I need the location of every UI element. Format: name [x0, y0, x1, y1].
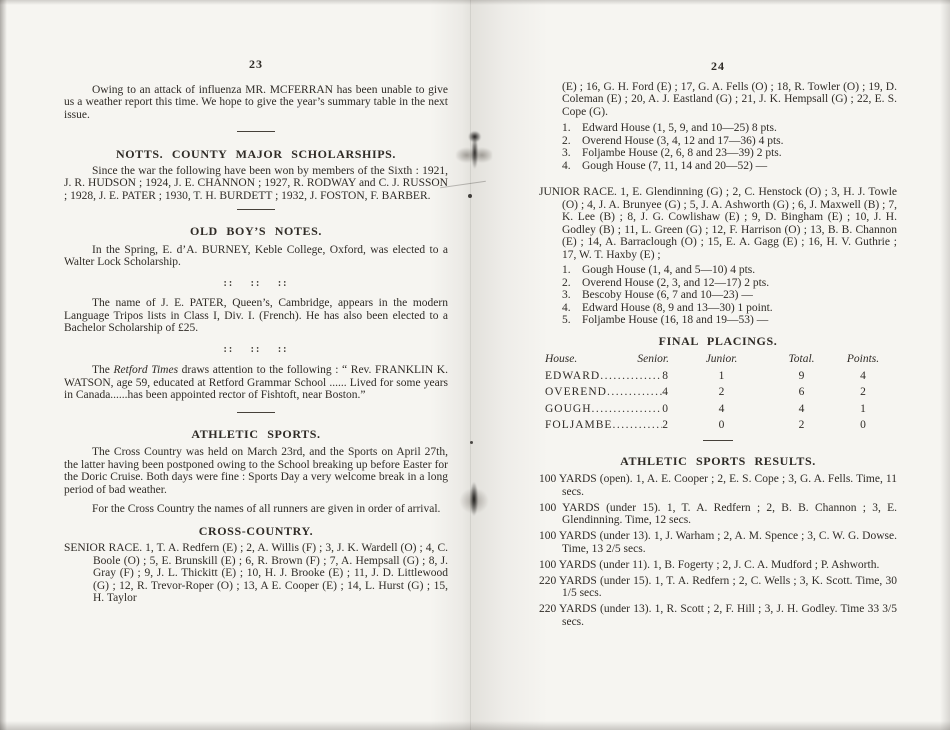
colon-separator: :: :: ::: [223, 277, 289, 289]
points-score: 1: [860, 402, 866, 415]
item-text: Foljambe House (2, 6, 8 and 23—39) 2 pts.: [582, 147, 782, 159]
paragraph-cross-country-2: For the Cross Country the names of all runners are given in order of arrival.: [92, 503, 441, 515]
colon-separator: :: :: ::: [223, 343, 289, 355]
heading-final-placings: FINAL PLACINGS.: [658, 333, 778, 348]
paragraph-cross-country-1: The Cross Country was held on March 23rd, and the Sports on April 27th, the latter having been postponed owing to the School breaking up before Easter for the Doric Cruise. Both days were fine : Sports Day a very welcome break in a long period of bad weather.: [64, 446, 448, 496]
ink-blot-top: [456, 130, 492, 172]
senior-score: 8: [662, 369, 669, 382]
retford-pre: The: [92, 364, 114, 376]
table-row: [539, 384, 897, 401]
senior-race-results: SENIOR RACE. 1, T. A. Redfern (E) ; 2, A. Willis (F) ; 3, J. K. Wardell (O) ; 4, C. Boole (O) ; 5, E. Brunskill (E) ; 6, R. Brown (F) ; 7, A. Hempsall (G) ; 8, J. Gray (F) ; 9, J. L. Thickitt (E) ; 10, H. J. Brooke (E) ; 11, J. D. Littlewood (G) ; 12, R. Trevor-Roper (O) ; 13, A E. Cooper (E) ; 14, L. Hurst (G) ; 15, H. Taylor: [64, 542, 448, 604]
points-score: 0: [860, 419, 866, 431]
dot-leader: [592, 401, 663, 418]
col-header-total: Total.: [788, 353, 815, 365]
page-24: [539, 56, 897, 632]
dot-leader: [607, 384, 662, 401]
senior-score: 2: [662, 419, 669, 431]
list-item: [562, 314, 897, 327]
heading-athletic-sports-results: ATHLETIC SPORTS RESULTS.: [620, 453, 816, 468]
section-rule: [237, 209, 275, 210]
list-item: [562, 147, 897, 160]
col-header-junior: Junior.: [705, 353, 738, 365]
total-score: 6: [798, 386, 805, 398]
senior-race-continuation: (E) ; 16, G. H. Ford (E) ; 17, G. A. Fells (O) ; 18, R. Towler (O) ; 19, D. Coleman (E) ; 20, A. J. Eastland (G) ; 21, J. K. Hempsall (G) ; 22, E. S. Cope (G).: [562, 80, 897, 118]
paragraph-pater: The name of J. E. PATER, Queen’s, Cambridge, appears in the modern Language Tripos lists in Class I, Div. I. (French). He has also been elected to a Bachelor Scholarship of £25.: [64, 297, 448, 334]
junior-score: 1: [718, 369, 725, 382]
list-item: [562, 289, 897, 302]
result-entry: 100 YARDS (under 13). 1, J. Warham ; 2, A. M. Spence ; 3, C. W. G. Dowse. Time, 13 2/5 secs.: [539, 530, 897, 555]
item-number: 4.: [562, 159, 571, 172]
paragraph-burney: In the Spring, E. d’A. BURNEY, Keble College, Oxford, was elected to a Walter Lock Scholarship.: [64, 243, 448, 268]
points-score: 2: [860, 386, 866, 398]
paragraph-scholarships: Since the war the following have been won by members of the Sixth : 1921, J. R. HUDSON ; 1924, J. E. CHANNON ; 1927, R. RODWAY and C. J. RUSSON ; 1928, J. E. PATER ; 1930, T. H. BURDETT ; 1932, J. FOSTON, F. BARBER.: [64, 164, 448, 202]
ink-speck-lower: [470, 441, 473, 444]
item-number: 2.: [562, 276, 571, 289]
result-entry: 100 YARDS (under 11). 1, B. Fogerty ; 2, J. C. A. Mudford ; P. Ashworth.: [539, 558, 880, 571]
item-number: 1.: [562, 122, 571, 134]
item-text: Overend House (3, 4, 12 and 17—36) 4 pts.: [582, 134, 784, 147]
total-score: 9: [798, 369, 805, 382]
item-number: 1.: [562, 264, 571, 276]
item-text: Gough House (7, 11, 14 and 20—52) —: [582, 159, 768, 172]
junior-score: 0: [718, 419, 725, 431]
section-rule: [703, 440, 733, 441]
heading-old-boys-notes: OLD BOY’S NOTES.: [190, 224, 322, 238]
item-number: 2.: [562, 134, 571, 147]
paragraph-influenza: Owing to an attack of influenza MR. MCFERRAN has been unable to give us a weather report this time. We hope to give the year’s summary table in the next issue.: [64, 83, 448, 121]
result-entry: 100 YARDS (open). 1, A. E. Cooper ; 2, E. S. Cope ; 3, G. A. Fells. Time, 11 secs.: [539, 473, 897, 498]
house-name: OVEREND: [545, 386, 607, 398]
table-row: [539, 417, 897, 434]
dot-leader: [612, 417, 662, 434]
junior-score: 2: [718, 386, 725, 398]
junior-placings-list: [562, 264, 897, 327]
section-rule: [237, 131, 275, 132]
page-number: 23: [249, 57, 263, 71]
col-header-senior: Senior.: [637, 353, 669, 365]
item-number: 4.: [562, 301, 571, 314]
item-number: 3.: [562, 147, 571, 159]
section-rule: [237, 412, 275, 413]
item-text: Foljambe House (16, 18 and 19—53) —: [582, 314, 769, 326]
retford-times-title: Retford Times: [113, 364, 179, 376]
list-item: [562, 302, 897, 315]
paragraph-retford-times: [64, 364, 448, 402]
retford-post: draws attention to the following : “ Rev. FRANKLIN K. WATSON, age 59, educated at Retford Grammar School ...... Lived for some years in Canada......has been appointed rector of Fishtoft, near Boston.”: [64, 364, 448, 401]
junior-score: 4: [718, 402, 725, 415]
final-placings-table: [539, 351, 897, 434]
result-entry: 100 YARDS (under 15). 1, T. A. Redfern ; 2, B. B. Channon ; 3, E. Glendinning. Time, 12 secs.: [539, 501, 897, 526]
col-header-house: House.: [545, 353, 578, 365]
list-item: [562, 122, 897, 135]
senior-score: 4: [662, 386, 669, 398]
sports-results-list: [539, 473, 897, 628]
list-item: [562, 135, 897, 148]
heading-athletic-sports: ATHLETIC SPORTS.: [191, 426, 321, 441]
ink-speck-upper: [468, 194, 472, 198]
list-item: [562, 160, 897, 173]
item-number: 3.: [562, 289, 571, 301]
junior-race-results: JUNIOR RACE. 1, E. Glendinning (G) ; 2, C. Henstock (O) ; 3, H. J. Towle (O) ; 4, J. A. Brunyee (G) ; 5, J. A. Ashworth (G) ; 6, J. Maxwell (B) ; 7, K. Lee (B) ; 8, J. G. Cowlishaw (E) ; 9, D. Bingham (E) ; 10, J. H. Godley (B) ; 11, L. Green (G) ; 12, F. Harrison (O) ; 13, B. B. Channon (E) ; 14, A. Barraclough (O) ; 15, E. A. Gagg (E) ; 16, H. V. Guthrie ; 17, W. T. Haxby (E) ;: [539, 186, 897, 261]
list-item: [562, 264, 897, 277]
heading-scholarships: NOTTS. COUNTY MAJOR SCHOLARSHIPS.: [115, 147, 397, 161]
table-row: [539, 401, 897, 418]
senior-placings-list: [562, 122, 897, 172]
ink-blot-bottom: [456, 480, 492, 518]
result-entry: 220 YARDS (under 15). 1, T. A. Redfern ; 2, C. Wells ; 3, K. Scott. Time, 30 1/5 secs.: [539, 574, 897, 599]
table-row: [539, 368, 897, 385]
table-header-row: [539, 351, 897, 368]
heading-cross-country: CROSS-COUNTRY.: [198, 523, 314, 538]
house-name: EDWARD: [545, 369, 601, 382]
item-text: Edward House (1, 5, 9, and 10—25) 8 pts.: [582, 122, 777, 134]
item-text: Bescoby House (6, 7 and 10—23) —: [582, 289, 753, 301]
page-number: 24: [711, 59, 725, 73]
item-text: Overend House (2, 3, and 12—17) 2 pts.: [582, 276, 770, 289]
item-text: Gough House (1, 4, and 5—10) 4 pts.: [582, 264, 756, 276]
page-23: [64, 56, 448, 605]
list-item: [562, 277, 897, 290]
dot-leader: [600, 368, 662, 385]
result-entry: 220 YARDS (under 13). 1, R. Scott ; 2, F. Hill ; 3, J. H. Godley. Time 33 3/5 secs.: [539, 603, 897, 628]
gutter-crease: [470, 0, 471, 730]
total-score: 2: [798, 419, 805, 431]
house-name: FOLJAMBE: [545, 419, 613, 431]
item-text: Edward House (8, 9 and 13—30) 1 point.: [582, 301, 773, 314]
col-header-points: Points.: [846, 353, 880, 365]
item-number: 5.: [562, 314, 571, 326]
senior-score: 0: [662, 402, 669, 415]
house-name: GOUGH: [545, 402, 592, 415]
points-score: 4: [860, 369, 866, 382]
total-score: 4: [798, 402, 805, 415]
